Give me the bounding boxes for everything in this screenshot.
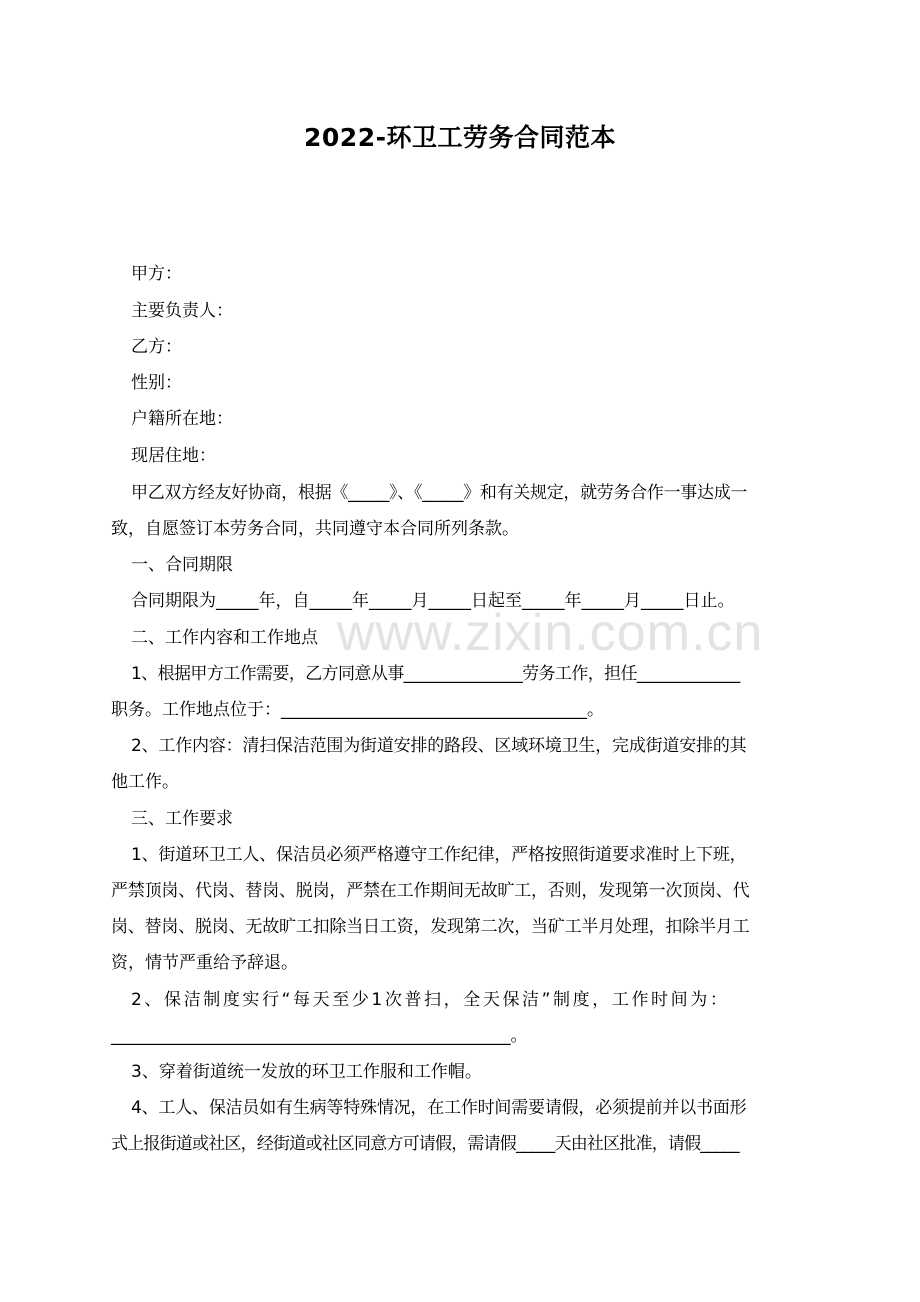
requirement-1-line-1: 1、街道环卫工人、保洁员必须严格遵守工作纪律，严格按照街道要求准时上下班， <box>131 845 747 865</box>
preamble-line-2: 致，自愿签订本劳务合同，共同遵守本合同所列条款。 <box>111 519 519 539</box>
section-heading-term: 一、合同期限 <box>131 555 233 575</box>
requirement-3: 3、穿着街道统一发放的环卫工作服和工作帽。 <box>131 1062 482 1082</box>
gender-label: 性别： <box>131 373 182 393</box>
contract-term-clause: 合同期限为_____年，自_____年_____月_____日起至_____年_____月_____日止。 <box>131 591 735 611</box>
requirement-4-line-1: 4、工人、保洁员如有生病等特殊情况，在工作时间需要请假，必须提前并以书面形 <box>131 1098 747 1118</box>
requirement-1-line-2: 严禁顶岗、代岗、替岗、脱岗，严禁在工作期间无故旷工，否则，发现第一次顶岗、代 <box>111 881 750 901</box>
preamble-line-1: 甲乙双方经友好协商，根据《_____》、《_____》和有关规定，就劳务合作一事达成一 <box>131 483 748 503</box>
document-title: 2022-环卫工劳务合同范本 <box>304 123 616 152</box>
requirement-2-line-2: _______________________________________________。 <box>111 1026 528 1046</box>
work-clause-1-line-2: 职务。工作地点位于：____________________________________。 <box>111 700 604 720</box>
party-a-label: 甲方： <box>131 264 182 284</box>
work-clause-2-line-2: 他工作。 <box>111 772 179 792</box>
section-heading-requirements: 三、工作要求 <box>131 809 233 829</box>
work-clause-2-line-1: 2、工作内容：清扫保洁范围为街道安排的路段、区域环境卫生，完成街道安排的其 <box>131 736 747 756</box>
requirement-4-line-2: 式上报街道或社区，经街道或社区同意方可请假，需请假_____天由社区批准，请假_____ <box>111 1134 739 1154</box>
work-clause-1-line-1: 1、根据甲方工作需要，乙方同意从事_______________劳务工作，担任_____________ <box>131 664 740 684</box>
requirement-1-line-4: 资，情节严重给予辞退。 <box>111 953 298 973</box>
requirement-2-line-1: 2、保洁制度实行“每天至少1次普扫，全天保洁”制度，工作时间为： <box>131 990 730 1010</box>
section-heading-work-content: 二、工作内容和工作地点 <box>131 628 318 648</box>
watermark: www.zixin.com.cn <box>337 604 764 662</box>
current-residence-label: 现居住地： <box>131 446 216 466</box>
requirement-1-line-3: 岗、替岗、脱岗、无故旷工扣除当日工资，发现第二次，当矿工半月处理，扣除半月工 <box>111 917 750 937</box>
party-b-label: 乙方： <box>131 337 182 357</box>
household-registration-label: 户籍所在地： <box>131 409 233 429</box>
responsible-person-label: 主要负责人： <box>131 301 233 321</box>
